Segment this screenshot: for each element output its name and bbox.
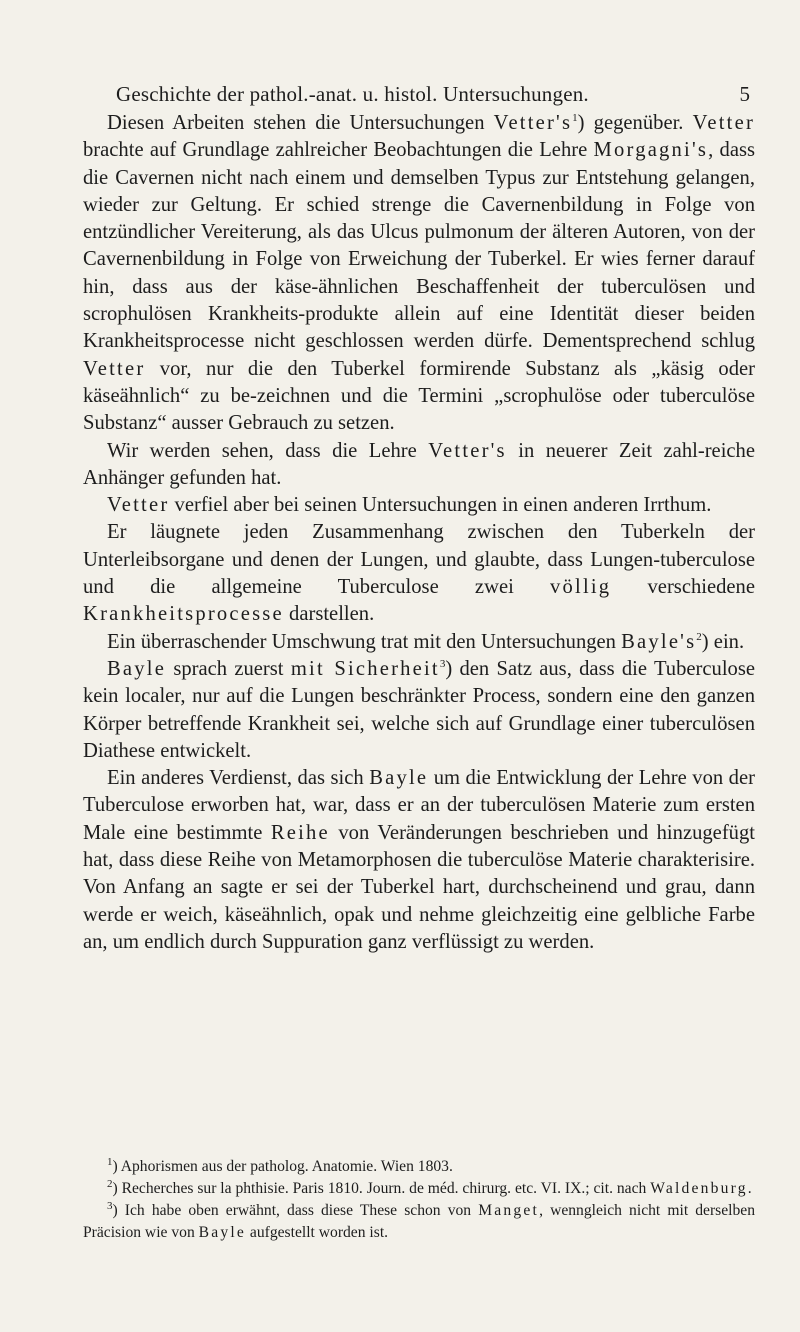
text-run: von Veränderungen beschrieben und hinzugefügt hat, dass diese Reihe von Metamorphosen die tuberculöse Materie charakterisire. Von Anfang an sagte er sei der Tuberkel hart, durchscheinend und grau, dann werde er weich, käseähnlich, opak und nehme gleichzeitig eine gelbliche Farbe an, um endlich durch Suppuration ganz verflüssigt zu werden. xyxy=(83,821,755,953)
spaced-emphasis: Vetter's xyxy=(493,112,573,134)
page-number: 5 xyxy=(739,82,750,106)
spaced-emphasis: Bayle xyxy=(107,657,167,680)
text-run: sprach zuerst xyxy=(166,657,291,680)
text-run: , wenngleich nicht mit derselben Präcision wie von xyxy=(83,1202,756,1241)
text-run: Er läugnete jeden Zusammenhang zwischen den Tuberkeln der Unterleibsorgane und denen der Lungen, und glaubte, dass Lungen-tuberculose und die allgemeine Tuberculose zwei xyxy=(83,521,755,599)
spaced-emphasis: mit Sicherheit xyxy=(290,657,440,680)
text-run: ) Ich habe oben erwähnt, dass diese These schon von xyxy=(112,1202,479,1219)
spaced-emphasis: Vetter xyxy=(692,112,755,134)
text-run: Ein anderes Verdienst, das sich xyxy=(107,767,370,790)
text-run: verfiel aber bei seinen Untersuchungen in einen anderen Irrthum. xyxy=(169,494,712,517)
text-run: in neuerer Zeit zahl-reiche Anhänger gefunden hat. xyxy=(83,439,755,489)
text-run: , dass die Cavernen nicht nach einem und demselben Typus zur Entstehung gelangen, wieder zur Geltung. Er schied strenge die Cavernenbildung in Folge von entzündlicher Vereiterung, als das Ulcus pulmonum der älteren Autoren, von der Cavernenbildung in Folge von Erweichung der Tuberkel. Er wies ferner darauf hin, dass aus der käse-ähnlichen Beschaffenheit der tuberculösen und scrophulösen Krankheits-produkte allein auf eine Identität dieser beiden Krankheitsprocesse nicht geschlossen werden dürfe. Dementsprechend schlug xyxy=(83,139,756,353)
paragraph xyxy=(83,492,755,519)
footnote-marker: 3 xyxy=(439,658,446,671)
footnote xyxy=(83,1178,755,1200)
text-run: vor, nur die den Tuberkel formirende Substanz als „käsig oder käseähnlich“ zu be-zeichnen und die Termini „scrophulöse oder tuberculöse Substanz“ ausser Gebrauch zu setzen. xyxy=(83,357,755,435)
text-run: um die Entwicklung der Lehre von der Tuberculose erworben hat, war, dass er an der tuberculösen Materie zum ersten Male eine bestimmte xyxy=(83,767,755,844)
footnote-marker: 3 xyxy=(107,1199,113,1212)
spaced-emphasis: Bayle xyxy=(369,767,429,790)
text-run: darstellen. xyxy=(283,603,375,626)
running-title: Geschichte der pathol.-anat. u. histol. Untersuchungen. xyxy=(116,82,589,106)
paragraph xyxy=(83,438,755,493)
paragraph xyxy=(83,110,755,438)
spaced-emphasis: Vetter's xyxy=(428,439,507,462)
spaced-emphasis: Vetter xyxy=(83,357,146,380)
spaced-emphasis: Manget xyxy=(478,1202,540,1219)
text-run: . xyxy=(747,1180,752,1197)
spaced-emphasis: Morgagni's xyxy=(593,139,709,162)
footnote-marker: 1 xyxy=(572,112,578,125)
text-run: brachte auf Grundlage zahlreicher Beobachtungen die Lehre xyxy=(83,139,594,162)
footnote-marker: 1 xyxy=(107,1155,113,1168)
text-run: ) ein. xyxy=(701,630,745,653)
paragraph xyxy=(83,656,755,765)
text-run: aufgestellt worden ist. xyxy=(246,1224,389,1241)
footnotes xyxy=(83,1156,755,1244)
text-run: Diesen Arbeiten stehen die Untersuchungen xyxy=(107,112,494,134)
footnote-marker: 2 xyxy=(107,1177,113,1190)
text-run: Ein überraschender Umschwung trat mit den Untersuchungen xyxy=(107,630,622,653)
spaced-emphasis: Waldenburg xyxy=(650,1180,748,1197)
spaced-emphasis: Bayle xyxy=(198,1224,247,1241)
spaced-emphasis: Krankheitsprocesse xyxy=(83,603,284,626)
body-text xyxy=(83,110,755,956)
text-run: verschiedene xyxy=(611,576,755,599)
spaced-emphasis: völlig xyxy=(550,576,612,599)
running-head xyxy=(100,82,750,112)
paragraph xyxy=(83,629,755,656)
spaced-emphasis: Vetter xyxy=(107,494,170,517)
footnote-marker: 2 xyxy=(696,630,702,643)
text-run: ) Recherches sur la phthisie. Paris 1810. Journ. de méd. chirurg. etc. VI. IX.; cit. nach xyxy=(112,1180,651,1197)
paragraph xyxy=(83,765,755,956)
text-run: Wir werden sehen, dass die Lehre xyxy=(107,439,429,462)
spaced-emphasis: Bayle's xyxy=(621,630,697,653)
text-run: ) gegenüber. xyxy=(577,112,693,134)
text-run: ) Aphorismen aus der patholog. Anatomie. Wien 1803. xyxy=(112,1158,453,1175)
spaced-emphasis: Reihe xyxy=(270,821,330,844)
paragraph xyxy=(83,519,755,628)
text-run: ) den Satz aus, dass die Tuberculose kein localer, nur auf die Lungen beschränkter Process, sondern eine den ganzen Körper betreffende Krankheit sei, welche sich auf Grundlage einer tuberculösen Diathese entwickelt. xyxy=(83,657,755,762)
footnote xyxy=(83,1156,755,1178)
footnote xyxy=(83,1200,755,1244)
